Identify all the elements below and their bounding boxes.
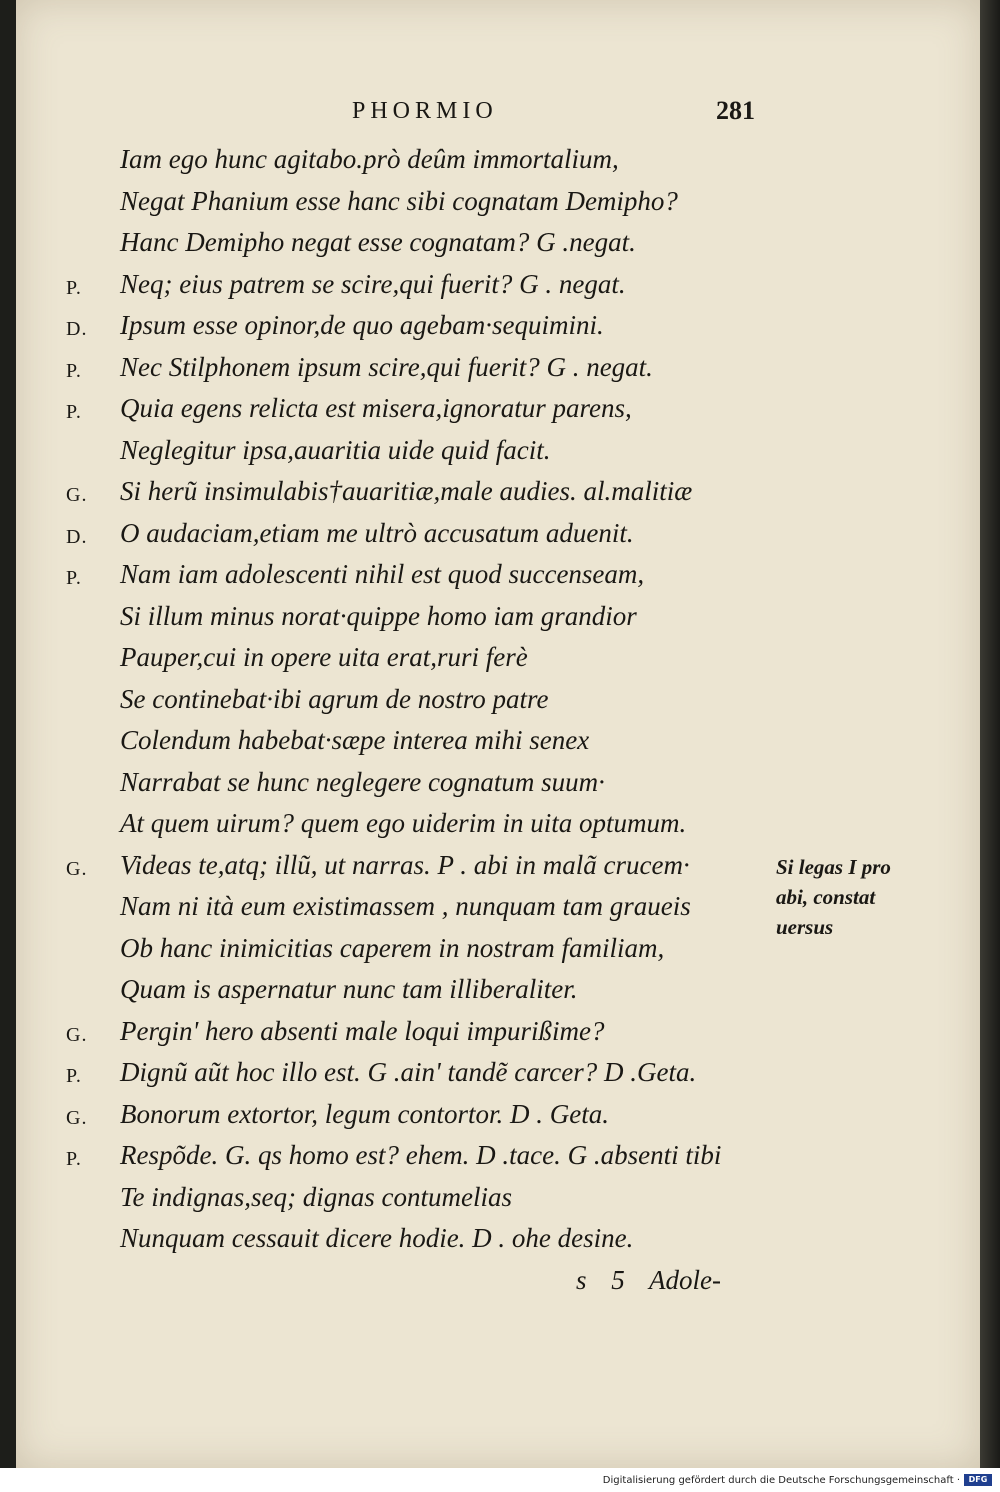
verse-line-text: Colendum habebat·sæpe interea mihi senex xyxy=(120,725,590,755)
speaker-label: P. xyxy=(66,1148,82,1170)
verse-line-text: Negat Phanium esse hanc sibi cognatam Demipho? xyxy=(120,185,678,216)
speaker-label: P. xyxy=(66,359,82,382)
speaker-label: D. xyxy=(66,318,88,340)
verse-line xyxy=(0,1180,1000,1220)
verse-line-text: Neq; eius patrem se scire,qui fuerit? G . negat. xyxy=(120,268,626,299)
verse-line-text: Dignũ aũt hoc illo est. G .ain' tandẽ carcer? D .Geta. xyxy=(120,1057,697,1087)
verse-line xyxy=(0,1097,1000,1137)
verse-line-text: Nam ni ità eum existimassem , nunquam tam graueis xyxy=(120,891,691,921)
speaker-label: G. xyxy=(66,1106,88,1129)
verse-line xyxy=(0,350,1000,390)
digitization-credit: Digitalisierung gefördert durch die Deutsche Forschungsgemeinschaft · xyxy=(602,1475,960,1486)
verse-line xyxy=(0,391,1000,431)
verse-line xyxy=(0,765,1000,805)
verse-line xyxy=(0,184,1000,224)
verse-line-text: Narrabat se hunc neglegere cognatum suum· xyxy=(120,766,605,797)
verse-line-text: Quia egens relicta est misera,ignoratur parens, xyxy=(120,393,632,423)
verse-line-text: Si illum minus norat·quippe homo iam grandior xyxy=(120,600,637,631)
verse-line xyxy=(0,1138,1000,1178)
verse-line xyxy=(0,142,1000,182)
verse-line-text: Videas te,atq; illũ, ut narras. P . abi in malã crucem· xyxy=(120,849,690,880)
verse-line xyxy=(0,972,1000,1012)
dfg-logo: DFG xyxy=(964,1474,992,1486)
verse-line xyxy=(0,308,1000,348)
verse-line-text: Bonorum extortor, legum contortor. D . Geta. xyxy=(120,1098,609,1129)
speaker-label: P. xyxy=(66,567,82,589)
verse-line-text: Ipsum esse opinor,de quo agebam·sequimini. xyxy=(120,310,604,340)
speaker-label: P. xyxy=(66,401,82,423)
verse-line xyxy=(0,557,1000,597)
verse-line xyxy=(0,433,1000,473)
verse-line-text: Neglegitur ipsa,auaritia uide quid facit. xyxy=(120,434,551,465)
verse-line xyxy=(0,723,1000,763)
running-title: PHORMIO xyxy=(352,98,498,124)
verse-line-text: Se continebat·ibi agrum de nostro patre xyxy=(120,683,549,714)
speaker-label: G. xyxy=(66,1023,88,1046)
verse-line-text: Nunquam cessauit dicere hodie. D . ohe desine. xyxy=(120,1223,634,1253)
verse-line xyxy=(0,599,1000,639)
page-number: 281 xyxy=(716,96,755,125)
margin-note-line: abi, constat xyxy=(776,885,876,909)
verse-line-text: Si herũ insimulabis†auaritiæ,male audies. al.malitiæ xyxy=(120,476,693,506)
verse-line xyxy=(0,474,1000,514)
verse-line-text: Quam is aspernatur nunc tam illiberaliter. xyxy=(120,974,578,1004)
margin-note-line: Si legas I pro xyxy=(776,855,891,879)
verse-line-text: Ob hanc inimicitias caperem in nostram familiam, xyxy=(120,932,665,963)
verse-line-text: Hanc Demipho negat esse cognatam? G .negat. xyxy=(120,227,636,257)
verse-line-text: Pauper,cui in opere uita erat,ruri ferè xyxy=(120,642,528,672)
verse-line-text: Nam iam adolescenti nihil est quod succenseam, xyxy=(120,559,645,589)
margin-note xyxy=(776,852,956,942)
verse-line-text: Iam ego hunc agitabo.prò deûm immortalium, xyxy=(120,144,619,174)
verse-line xyxy=(0,806,1000,846)
speaker-label: G. xyxy=(66,857,88,880)
catchword: s 5 Adole- xyxy=(576,1265,721,1295)
verse-line xyxy=(0,1055,1000,1095)
verse-line xyxy=(0,1014,1000,1054)
verse-line-text: Pergin' hero absenti male loqui impurißime? xyxy=(120,1015,605,1046)
verse-line xyxy=(0,225,1000,265)
verse-line xyxy=(0,640,1000,680)
speaker-label: P. xyxy=(66,276,82,299)
verse-line xyxy=(0,1221,1000,1261)
verse-line-text: Respõde. G. qs homo est? ehem. D .tace. G .absenti tibi xyxy=(120,1140,722,1170)
verse-line xyxy=(0,516,1000,556)
margin-note-line: uersus xyxy=(776,915,834,939)
verse-line-text: O audaciam,etiam me ultrò accusatum aduenit. xyxy=(120,517,634,548)
verse-line-text: Te indignas,seq; dignas contumelias xyxy=(120,1181,513,1212)
speaker-label: D. xyxy=(66,525,88,548)
speaker-label: G. xyxy=(66,484,88,506)
verse-line-text: Nec Stilphonem ipsum scire,qui fuerit? G . negat. xyxy=(120,351,653,382)
verse-line xyxy=(0,267,1000,307)
verse-line-text: At quem uirum? quem ego uiderim in uita optumum. xyxy=(120,808,687,838)
speaker-label: P. xyxy=(66,1065,82,1087)
verse-line xyxy=(0,682,1000,722)
